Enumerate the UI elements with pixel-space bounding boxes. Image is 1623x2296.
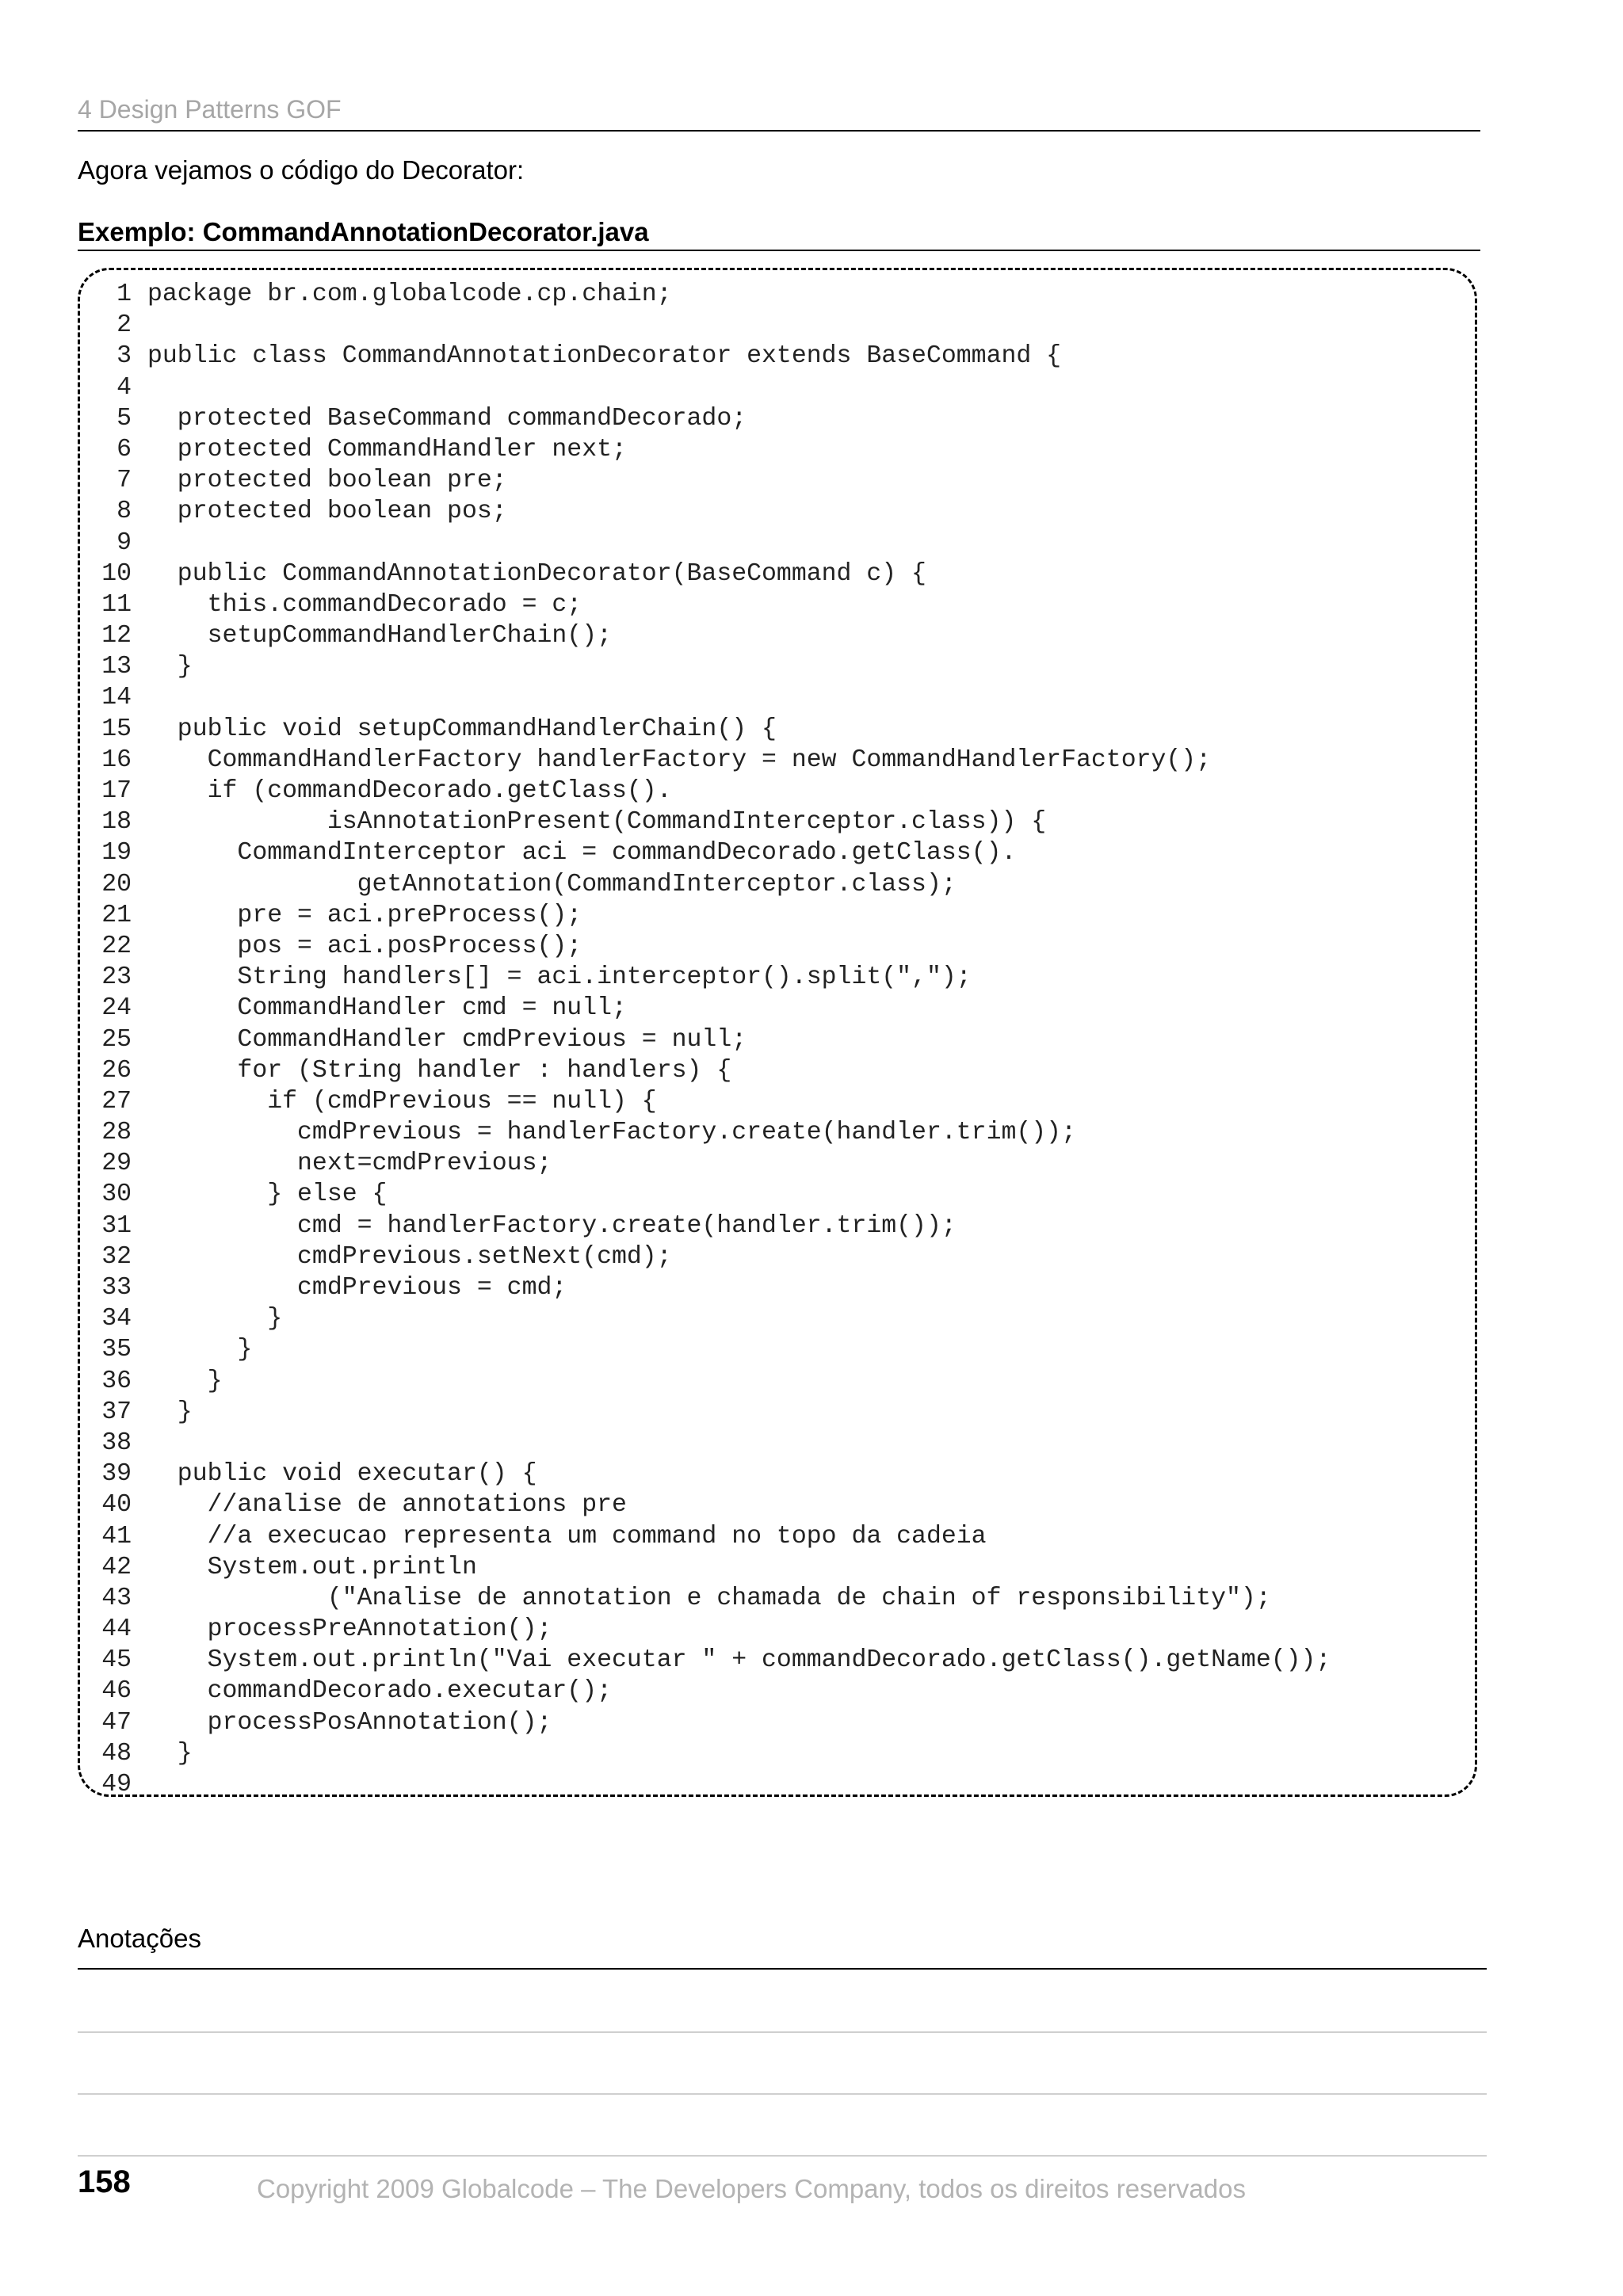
code-line [86, 1303, 1331, 1334]
code-text: if (commandDecorado.getClass(). [147, 777, 672, 805]
code-line [86, 1707, 1331, 1738]
code-line [86, 559, 1331, 589]
intro-text: Agora vejamos o código do Decorator: [78, 155, 525, 185]
code-line [86, 279, 1331, 310]
code-text: cmdPrevious = handlerFactory.create(handler.trim()); [147, 1119, 1076, 1147]
code-line [86, 1521, 1331, 1552]
line-number: 26 [101, 1056, 132, 1085]
line-number: 39 [101, 1460, 132, 1489]
code-text: CommandHandler cmd = null; [147, 994, 627, 1023]
code-line [86, 1366, 1331, 1397]
line-number: 1 [116, 280, 132, 308]
code-line [86, 1769, 1331, 1800]
code-text: for (String handler : handlers) { [147, 1056, 732, 1085]
line-number: 18 [101, 808, 132, 837]
notes-label: Anotações [78, 1924, 201, 1953]
line-number: 29 [101, 1150, 132, 1178]
code-line [86, 962, 1331, 993]
line-number: 16 [101, 746, 132, 774]
line-number: 20 [101, 870, 132, 898]
code-text: CommandInterceptor aci = commandDecorado.getClass(). [147, 839, 1017, 868]
line-number: 4 [116, 373, 132, 402]
code-text: commandDecorado.executar(); [147, 1677, 612, 1706]
code-text: protected BaseCommand commandDecorado; [147, 404, 747, 433]
code-line [86, 1148, 1331, 1179]
code-line [86, 1459, 1331, 1489]
header-rule [78, 130, 1480, 132]
line-number: 11 [101, 590, 132, 619]
notes-rule [78, 1968, 1487, 1970]
code-text: } [147, 1305, 283, 1333]
code-line [86, 776, 1331, 807]
line-number: 6 [116, 435, 132, 463]
code-listing [86, 279, 1331, 1800]
code-line [86, 465, 1331, 496]
code-text: package br.com.globalcode.cp.chain; [147, 280, 672, 308]
code-text: processPreAnnotation(); [147, 1615, 552, 1644]
code-line [86, 341, 1331, 372]
code-line [86, 1552, 1331, 1583]
line-number: 23 [101, 963, 132, 992]
copyright-notice: Copyright 2009 Globalcode – The Developers Company, todos os direitos reservados [257, 2174, 1246, 2203]
code-text: next=cmdPrevious; [147, 1150, 552, 1178]
line-number: 38 [101, 1428, 132, 1457]
code-text: protected CommandHandler next; [147, 435, 627, 463]
code-line [86, 1645, 1331, 1676]
line-number: 47 [101, 1708, 132, 1737]
line-number: 30 [101, 1180, 132, 1209]
code-line [86, 403, 1331, 434]
line-number: 35 [101, 1336, 132, 1364]
line-number: 10 [101, 559, 132, 588]
code-line [86, 931, 1331, 962]
note-writing-line [78, 2155, 1487, 2157]
code-text: } [147, 1739, 193, 1768]
code-text: } [147, 1336, 253, 1364]
code-text: CommandHandler cmdPrevious = null; [147, 1025, 747, 1054]
line-number: 7 [116, 467, 132, 495]
line-number: 44 [101, 1615, 132, 1644]
code-text: CommandHandlerFactory handlerFactory = new CommandHandlerFactory(); [147, 746, 1212, 774]
code-line [86, 310, 1331, 341]
code-line [86, 1024, 1331, 1055]
line-number: 19 [101, 839, 132, 868]
code-text: //analise de annotations pre [147, 1491, 627, 1520]
line-number: 31 [101, 1211, 132, 1240]
note-writing-line [78, 2093, 1487, 2095]
code-text: public CommandAnnotationDecorator(BaseCommand c) { [147, 559, 926, 588]
code-line [86, 682, 1331, 713]
code-text: cmdPrevious = cmd; [147, 1274, 567, 1302]
line-number: 28 [101, 1119, 132, 1147]
code-line [86, 1676, 1331, 1707]
code-line [86, 1272, 1331, 1303]
code-line [86, 900, 1331, 931]
code-line [86, 837, 1331, 868]
line-number: 45 [101, 1646, 132, 1675]
code-line [86, 807, 1331, 837]
code-text: protected boolean pre; [147, 467, 507, 495]
line-number: 5 [116, 404, 132, 433]
line-number: 41 [101, 1522, 132, 1550]
code-line [86, 745, 1331, 776]
code-line [86, 1738, 1331, 1769]
code-text: System.out.println("Vai executar " + commandDecorado.getClass().getName()); [147, 1646, 1331, 1675]
code-line [86, 1334, 1331, 1365]
code-text: } [147, 653, 193, 681]
code-text: this.commandDecorado = c; [147, 590, 582, 619]
chapter-header: 4 Design Patterns GOF [78, 95, 342, 124]
line-number: 33 [101, 1274, 132, 1302]
code-line [86, 1397, 1331, 1428]
code-text: public void setupCommandHandlerChain() { [147, 715, 777, 743]
line-number: 40 [101, 1491, 132, 1520]
example-title-rule [78, 250, 1480, 251]
code-text: pos = aci.posProcess(); [147, 932, 582, 960]
code-line [86, 1241, 1331, 1272]
line-number: 2 [116, 311, 132, 340]
code-line [86, 1055, 1331, 1086]
code-text: //a execucao representa um command no topo da cadeia [147, 1522, 987, 1550]
code-text: if (cmdPrevious == null) { [147, 1087, 657, 1116]
line-number: 21 [101, 901, 132, 929]
code-text: } [147, 1398, 193, 1426]
code-text: setupCommandHandlerChain(); [147, 622, 612, 650]
line-number: 13 [101, 653, 132, 681]
code-text: protected boolean pos; [147, 498, 507, 526]
line-number: 43 [101, 1584, 132, 1612]
code-text: getAnnotation(CommandInterceptor.class); [147, 870, 957, 898]
code-line [86, 714, 1331, 745]
code-line [86, 1614, 1331, 1645]
code-text: public void executar() { [147, 1460, 537, 1489]
code-line [86, 1117, 1331, 1148]
code-line [86, 651, 1331, 682]
line-number: 12 [101, 622, 132, 650]
line-number: 9 [116, 528, 132, 557]
line-number: 14 [101, 684, 132, 712]
code-text: isAnnotationPresent(CommandInterceptor.class)) { [147, 808, 1047, 837]
code-text: cmd = handlerFactory.create(handler.trim()); [147, 1211, 957, 1240]
note-writing-line [78, 2031, 1487, 2033]
code-text: ("Analise de annotation e chamada de chain of responsibility"); [147, 1584, 1271, 1612]
line-number: 49 [101, 1771, 132, 1798]
code-line [86, 869, 1331, 900]
line-number: 27 [101, 1087, 132, 1116]
line-number: 36 [101, 1367, 132, 1395]
line-number: 24 [101, 994, 132, 1023]
code-line [86, 434, 1331, 465]
line-number: 17 [101, 777, 132, 805]
example-title: Exemplo: CommandAnnotationDecorator.java [78, 217, 649, 246]
code-line [86, 372, 1331, 403]
code-line [86, 1179, 1331, 1210]
code-line [86, 1428, 1331, 1459]
line-number: 15 [101, 715, 132, 743]
code-text: } else { [147, 1180, 388, 1209]
code-text: } [147, 1367, 223, 1395]
code-line [86, 1211, 1331, 1241]
code-line [86, 528, 1331, 559]
line-number: 3 [116, 342, 132, 371]
code-line [86, 993, 1331, 1024]
line-number: 46 [101, 1677, 132, 1706]
page-number: 158 [78, 2164, 131, 2199]
code-line [86, 1086, 1331, 1117]
code-text: public class CommandAnnotationDecorator extends BaseCommand { [147, 342, 1062, 371]
line-number: 25 [101, 1025, 132, 1054]
code-line [86, 1583, 1331, 1614]
line-number: 37 [101, 1398, 132, 1426]
code-line [86, 589, 1331, 620]
line-number: 42 [101, 1553, 132, 1581]
line-number: 32 [101, 1242, 132, 1271]
code-line [86, 620, 1331, 651]
code-text: System.out.println [147, 1553, 477, 1581]
code-line [86, 496, 1331, 527]
line-number: 48 [101, 1739, 132, 1768]
line-number: 34 [101, 1305, 132, 1333]
code-line [86, 1489, 1331, 1520]
code-text: cmdPrevious.setNext(cmd); [147, 1242, 672, 1271]
line-number: 8 [116, 498, 132, 526]
code-text: String handlers[] = aci.interceptor().split(","); [147, 963, 972, 992]
code-text: pre = aci.preProcess(); [147, 901, 582, 929]
line-number: 22 [101, 932, 132, 960]
code-text: processPosAnnotation(); [147, 1708, 552, 1737]
